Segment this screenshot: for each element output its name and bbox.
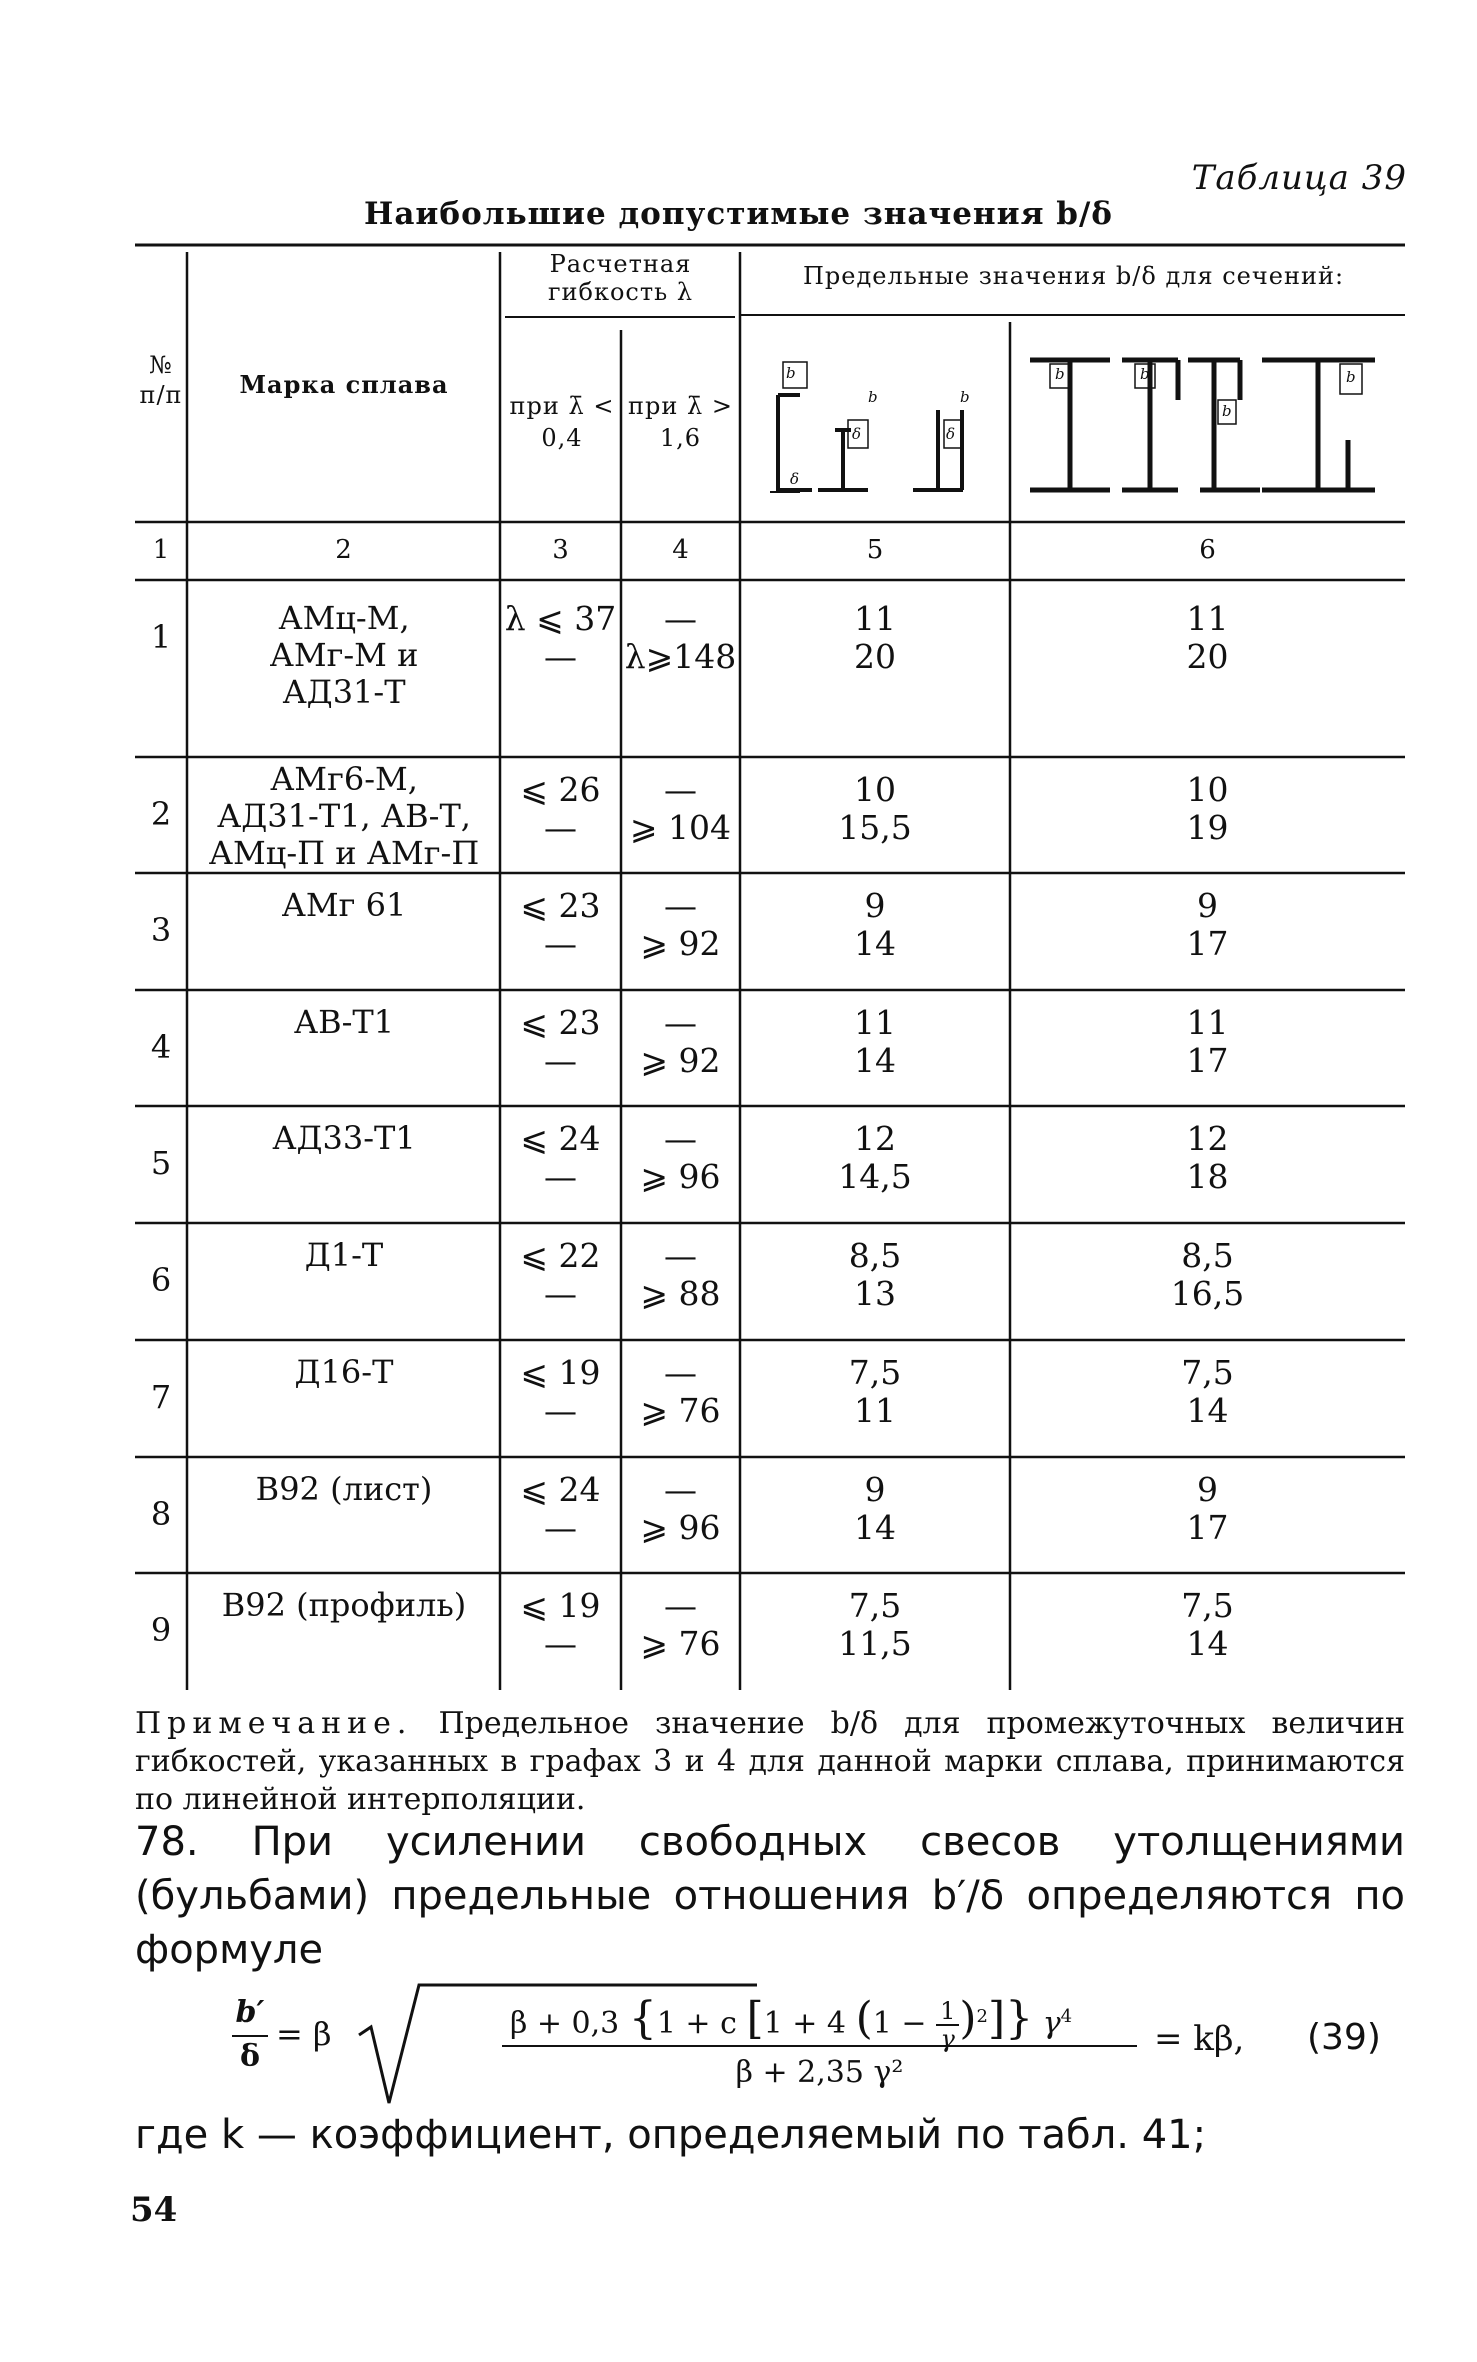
formula-main-bar xyxy=(502,2045,1137,2047)
table-number: Таблица 39 xyxy=(1191,158,1407,198)
alloy-name-line: Д16-Т xyxy=(294,1353,394,1391)
value-col5-lower: 14 xyxy=(854,1508,896,1547)
num-b: 1 + c xyxy=(656,2006,737,2041)
formula-denominator: β + 2,35 γ² xyxy=(735,2055,904,2090)
value-col4-lower: ⩾ 76 xyxy=(640,1624,721,1663)
alloy-name-line: АМг 61 xyxy=(281,886,407,924)
frac-den: γ xyxy=(940,2025,955,2053)
value-col3-lower: — xyxy=(544,1274,577,1313)
col-number: 5 xyxy=(866,535,884,565)
value-col3-upper: λ ⩽ 37 xyxy=(504,599,617,638)
alloy-name-line: В92 (лист) xyxy=(255,1470,433,1508)
row-number: 5 xyxy=(150,1144,172,1182)
value-col6-upper: 10 xyxy=(1186,770,1229,809)
row-number: 7 xyxy=(150,1378,172,1416)
value-col3-upper: ⩽ 23 xyxy=(520,1003,601,1042)
where-line: где k — коэффициент, определяемый по табл. 41; xyxy=(135,2112,1207,2158)
value-col5-lower: 11,5 xyxy=(838,1624,912,1663)
value-col5-upper: 9 xyxy=(864,1470,886,1509)
value-col3-lower: — xyxy=(544,1624,577,1663)
alloy-name-line: АМц-М, xyxy=(278,599,410,637)
value-col6-lower: 18 xyxy=(1186,1157,1229,1196)
value-col4-lower: ⩾ 92 xyxy=(640,924,721,963)
formula-lhs-num: b′ xyxy=(235,1995,265,2030)
value-col5-lower: 14,5 xyxy=(838,1157,912,1196)
value-col3-upper: ⩽ 22 xyxy=(520,1236,601,1275)
value-col4-lower: ⩾ 88 xyxy=(640,1274,721,1313)
value-col6-upper: 11 xyxy=(1186,1003,1229,1042)
value-col4-upper: — xyxy=(664,1236,697,1275)
value-col4-lower: ⩾ 96 xyxy=(640,1508,721,1547)
section-letter: δ xyxy=(946,425,956,443)
section-letter: b xyxy=(1055,365,1065,383)
gamma: γ xyxy=(1042,2006,1061,2041)
col-number: 1 xyxy=(152,535,170,565)
value-col4-upper: — xyxy=(664,1353,697,1392)
value-col5-lower: 14 xyxy=(854,924,896,963)
num-c: 1 + 4 xyxy=(763,2006,847,2041)
value-col4-upper: — xyxy=(664,1470,697,1509)
value-col6-upper: 9 xyxy=(1197,1470,1218,1509)
alloy-name-line: Д1-Т xyxy=(304,1236,384,1274)
page-number: 54 xyxy=(130,2190,178,2230)
value-col5-lower: 13 xyxy=(854,1274,896,1313)
value-col6-upper: 11 xyxy=(1186,599,1229,638)
value-col5-upper: 9 xyxy=(864,886,886,925)
row-number: 2 xyxy=(150,795,172,833)
value-col5-upper: 7,5 xyxy=(848,1353,902,1392)
exp-2: 2 xyxy=(976,2006,988,2027)
value-col4-upper: — xyxy=(664,1119,697,1158)
value-col6-lower: 17 xyxy=(1186,924,1229,963)
row-number: 4 xyxy=(150,1028,172,1066)
header-slenderness: Расчетная гибкость λ xyxy=(547,250,694,306)
value-col3-upper: ⩽ 26 xyxy=(520,770,601,809)
row-number: 9 xyxy=(150,1611,172,1649)
value-col3-upper: ⩽ 19 xyxy=(520,1353,601,1392)
value-col3-lower: — xyxy=(544,1157,577,1196)
section-letter: b xyxy=(868,388,878,406)
section-letter: b xyxy=(1346,368,1356,386)
col-number: 4 xyxy=(672,535,689,565)
note-text: Предельное значение b/δ для промежуточных величин гибкостей, указанных в графах 3 и 4 для данной марки сплава, принимаются по линейной интерполяции. xyxy=(135,1706,1405,1817)
section-sketch-col6 xyxy=(1030,360,1375,490)
value-col4-upper: — xyxy=(664,886,697,925)
formula-eq-beta: = β xyxy=(276,2015,332,2053)
formula-lhs-bar xyxy=(232,2035,268,2037)
value-col4-upper: — xyxy=(664,1003,697,1042)
header-limits: Предельные значения b/δ для сечений: xyxy=(802,262,1345,290)
section-letter: b xyxy=(786,364,796,382)
alloy-name-line: АД31-Т xyxy=(282,673,406,711)
value-col6-lower: 14 xyxy=(1186,1391,1229,1430)
num-d: 1 − xyxy=(872,2006,927,2041)
row-number: 1 xyxy=(150,618,172,656)
value-col4-upper: — xyxy=(664,599,697,638)
col-number: 6 xyxy=(1199,535,1216,565)
value-col4-lower: λ⩾148 xyxy=(624,637,737,676)
section-letter: δ xyxy=(852,425,862,443)
value-col6-lower: 17 xyxy=(1186,1508,1229,1547)
alloy-name-line: АМг6-М, xyxy=(270,760,418,798)
value-col6-lower: 14 xyxy=(1186,1624,1229,1663)
section-letter: δ xyxy=(790,470,800,488)
header-alloy: Марка сплава xyxy=(239,370,449,399)
value-col4-lower: ⩾ 96 xyxy=(640,1157,721,1196)
note-lead: Примечание. xyxy=(135,1706,413,1741)
header-slenderness-low: при λ̄ < 0,4 xyxy=(509,392,615,452)
value-col4-upper: — xyxy=(664,1586,697,1625)
value-col5-upper: 11 xyxy=(854,599,896,638)
value-col5-upper: 12 xyxy=(854,1119,896,1158)
alloy-name-line: АМц-П и АМг-П xyxy=(208,834,480,872)
frac-num: 1 xyxy=(936,1998,959,2026)
formula-numerator: β + 0,3 {1 + c [1 + 4 (1 − $\frac{1}{\gamma}$ )$^2$]} $\gamma^4$ xyxy=(510,1993,1073,2053)
value-col3-upper: ⩽ 23 xyxy=(520,886,601,925)
section-letter: b xyxy=(1222,402,1232,420)
col-number: 2 xyxy=(335,535,352,565)
value-col4-lower: ⩾ 92 xyxy=(640,1041,721,1080)
value-col5-upper: 11 xyxy=(854,1003,896,1042)
formula-number: (39) xyxy=(1307,2017,1381,2058)
value-col5-lower: 14 xyxy=(854,1041,896,1080)
alloy-name-line: АД31-Т1, АВ-Т, xyxy=(217,797,471,835)
value-col3-lower: — xyxy=(544,637,577,676)
value-col3-lower: — xyxy=(544,924,577,963)
value-col6-upper: 9 xyxy=(1197,886,1218,925)
value-col3-lower: — xyxy=(544,1508,577,1547)
paragraph-78: 78. При усилении свободных свесов утолщениями (бульбами) предельные отношения b′/δ определяются по формуле xyxy=(135,1819,1405,1973)
value-col3-lower: — xyxy=(544,1391,577,1430)
value-col3-lower: — xyxy=(544,1041,577,1080)
alloy-name-line: АВ-Т1 xyxy=(293,1003,395,1041)
row-number: 6 xyxy=(150,1261,172,1299)
table-note xyxy=(135,1705,1405,1819)
formula-39 xyxy=(232,1975,1432,2105)
header-num: № п/п xyxy=(139,351,183,409)
value-col5-lower: 20 xyxy=(854,637,896,676)
row-number: 3 xyxy=(150,911,172,949)
value-col6-lower: 19 xyxy=(1186,808,1229,847)
value-col6-lower: 17 xyxy=(1186,1041,1229,1080)
value-col6-upper: 7,5 xyxy=(1181,1353,1234,1392)
value-col3-upper: ⩽ 24 xyxy=(520,1470,601,1509)
alloy-name-line: АМг-М и xyxy=(269,636,419,674)
header-slenderness-high: при λ̄ > 1,6 xyxy=(628,392,733,452)
value-col6-lower: 20 xyxy=(1186,637,1229,676)
alloy-name-line: В92 (профиль) xyxy=(221,1586,467,1624)
value-col6-upper: 12 xyxy=(1186,1119,1229,1158)
value-col5-upper: 10 xyxy=(854,770,896,809)
row-number: 8 xyxy=(150,1495,172,1533)
value-col5-lower: 11 xyxy=(854,1391,896,1430)
value-col3-lower: — xyxy=(544,808,577,847)
value-col3-upper: ⩽ 24 xyxy=(520,1119,601,1158)
table-title: Наибольшие допустимые значения b/δ xyxy=(364,196,1113,232)
value-col4-lower: ⩾ 76 xyxy=(640,1391,721,1430)
value-col5-upper: 7,5 xyxy=(848,1586,902,1625)
value-col4-lower: ⩾ 104 xyxy=(629,808,732,847)
value-col6-upper: 7,5 xyxy=(1181,1586,1234,1625)
formula-lhs-den: δ xyxy=(239,2039,260,2074)
value-col5-lower: 15,5 xyxy=(838,808,912,847)
value-col4-upper: — xyxy=(664,770,697,809)
value-col3-upper: ⩽ 19 xyxy=(520,1586,601,1625)
alloy-name-line: АД33-Т1 xyxy=(272,1119,416,1157)
section-letter: b xyxy=(960,388,970,406)
value-col5-upper: 8,5 xyxy=(848,1236,902,1275)
col-number: 3 xyxy=(552,535,569,565)
value-col6-lower: 16,5 xyxy=(1170,1274,1245,1313)
section-letter: b xyxy=(1140,365,1150,383)
exp-4: 4 xyxy=(1060,2006,1073,2027)
value-col6-upper: 8,5 xyxy=(1181,1236,1234,1275)
num-a: β + 0,3 xyxy=(510,2006,620,2041)
formula-rhs: = kβ, xyxy=(1154,2019,1245,2059)
